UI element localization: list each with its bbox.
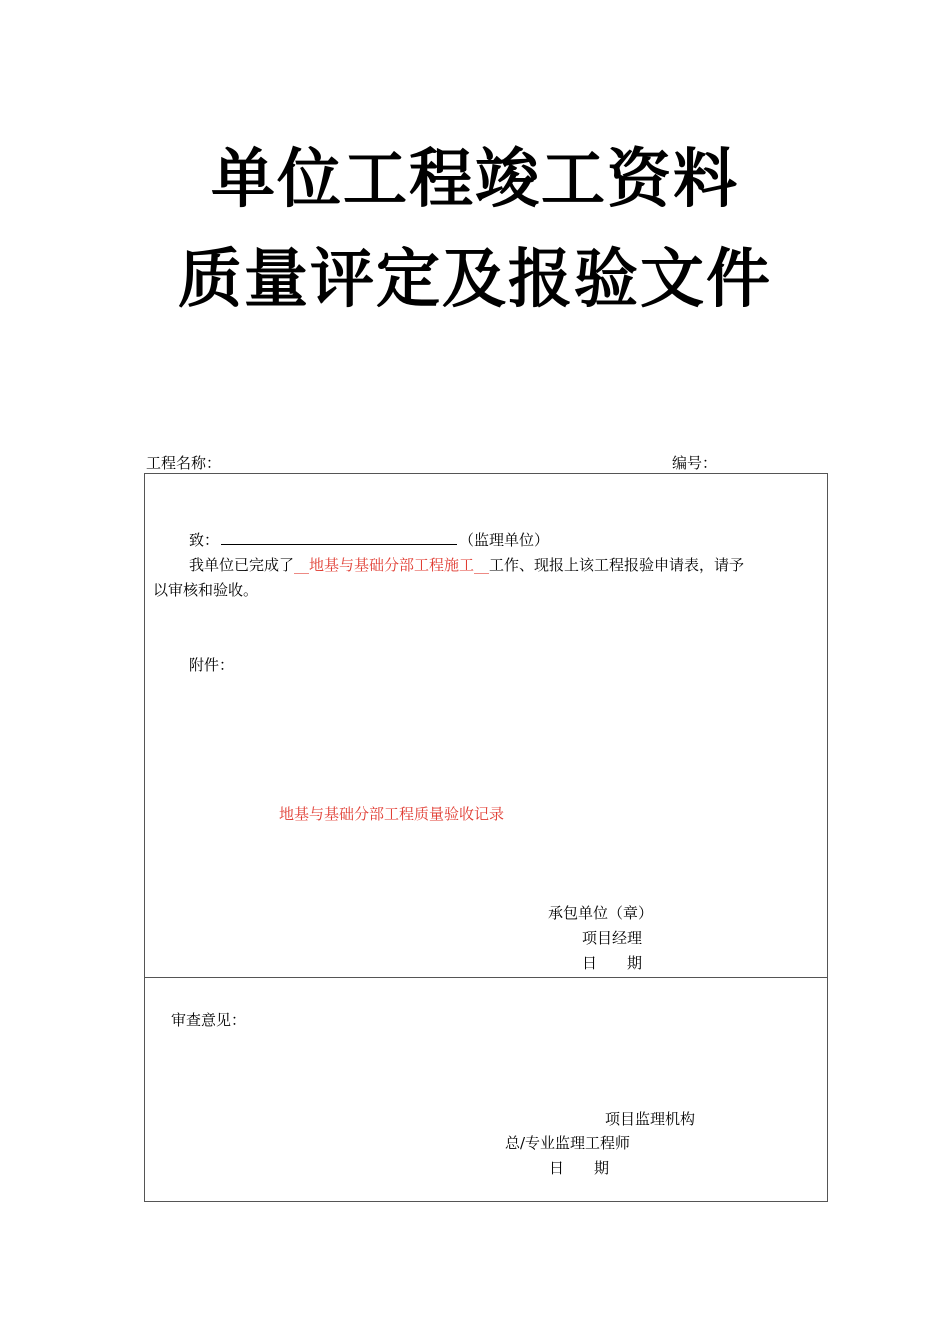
chief-engineer-label: 总/专业监理工程师: [505, 1134, 631, 1152]
application-body-line1: [189, 554, 744, 575]
document-title-line1: 单位工程竣工资料: [211, 143, 739, 217]
body-suffix: 工作、现报上该工程报验申请表，请予: [489, 556, 745, 574]
project-manager-label: 项目经理: [582, 929, 643, 947]
application-date-label: 日 期: [582, 954, 643, 972]
work-name: __地基与基础分部工程施工__: [294, 556, 490, 574]
addressee-line: [189, 529, 549, 550]
review-date-label: 日 期: [549, 1159, 610, 1177]
review-opinion-label: 审查意见：: [171, 1011, 247, 1029]
contractor-label: 承包单位（章）: [548, 904, 654, 922]
application-section: [144, 473, 828, 978]
document-title-line2: 质量评定及报验文件: [178, 243, 772, 317]
addressee-blank[interactable]: [221, 530, 457, 545]
application-body-line2: 以审核和验收。: [153, 581, 259, 599]
attachment-item: 地基与基础分部工程质量验收记录: [279, 805, 505, 823]
project-name-label: 工程名称：: [146, 454, 222, 472]
supervision-org-label: 项目监理机构: [605, 1110, 696, 1128]
review-section: [144, 977, 828, 1202]
to-suffix: （监理单位）: [459, 531, 550, 549]
number-label: 编号：: [672, 454, 718, 472]
to-prefix: 致：: [189, 531, 220, 549]
body-prefix: 我单位已完成了: [189, 556, 295, 574]
attachment-label: 附件：: [189, 656, 235, 674]
